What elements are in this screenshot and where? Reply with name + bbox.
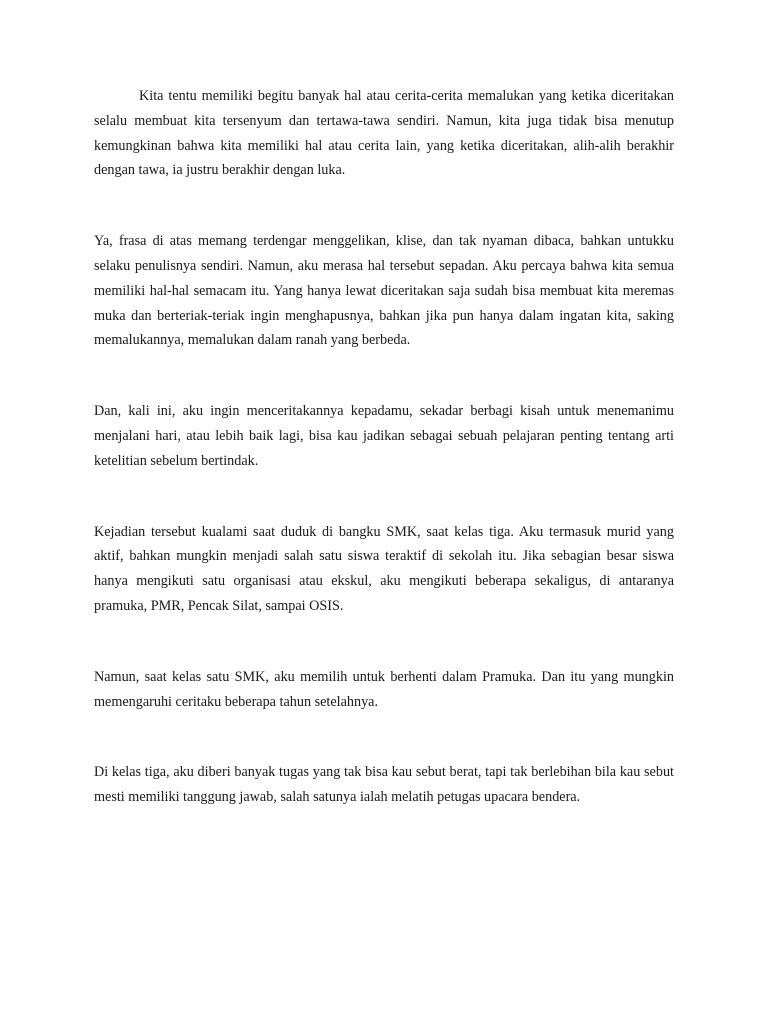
paragraph-3: Dan, kali ini, aku ingin menceritakannya kepadamu, sekadar berbagi kisah untuk menemanimu menjalani hari, atau lebih baik lagi, bisa kau jadikan sebagai sebuah pelajaran penting tentang arti ketelitian sebelum bertindak. <box>94 403 674 469</box>
paragraph-4: Kejadian tersebut kualami saat duduk di bangku SMK, saat kelas tiga. Aku termasuk murid yang aktif, bahkan mungkin menjadi salah satu siswa teraktif di sekolah itu. Jika sebagian besar siswa hanya mengikuti satu organisasi atau ekskul, aku mengikuti beberapa sekaligus, di antaranya pramuka, PMR, Pencak Silat, sampai OSIS. <box>94 523 674 614</box>
paragraph-1: Kita tentu memiliki begitu banyak hal atau cerita-cerita memalukan yang ketika diceritakan selalu membuat kita tersenyum dan tertawa-tawa sendiri. Namun, kita juga tidak bisa menutup kemungkinan bahwa kita memiliki hal atau cerita lain, yang ketika diceritakan, alih-alih berakhir dengan tawa, ia justru berakhir dengan luka. <box>94 88 674 179</box>
paragraph-6: Di kelas tiga, aku diberi banyak tugas yang tak bisa kau sebut berat, tapi tak berlebihan bila kau sebut mesti memiliki tanggung jawab, salah satunya ialah melatih petugas upacara bendera. <box>94 764 674 806</box>
document-page <box>94 84 674 810</box>
paragraph-5: Namun, saat kelas satu SMK, aku memilih untuk berhenti dalam Pramuka. Dan itu yang mungkin memengaruhi ceritaku beberapa tahun setelahnya. <box>94 668 674 710</box>
paragraph-2: Ya, frasa di atas memang terdengar menggelikan, klise, dan tak nyaman dibaca, bahkan untukku selaku penulisnya sendiri. Namun, aku merasa hal tersebut sepadan. Aku percaya bahwa kita semua memiliki hal-hal semacam itu. Yang hanya lewat diceritakan saja sudah bisa membuat kita meremas muka dan berteriak-teriak ingin menghapusnya, bahkan jika pun hanya dalam ingatan kita, saking memalukannya, memalukan dalam ranah yang berbeda. <box>94 233 674 349</box>
